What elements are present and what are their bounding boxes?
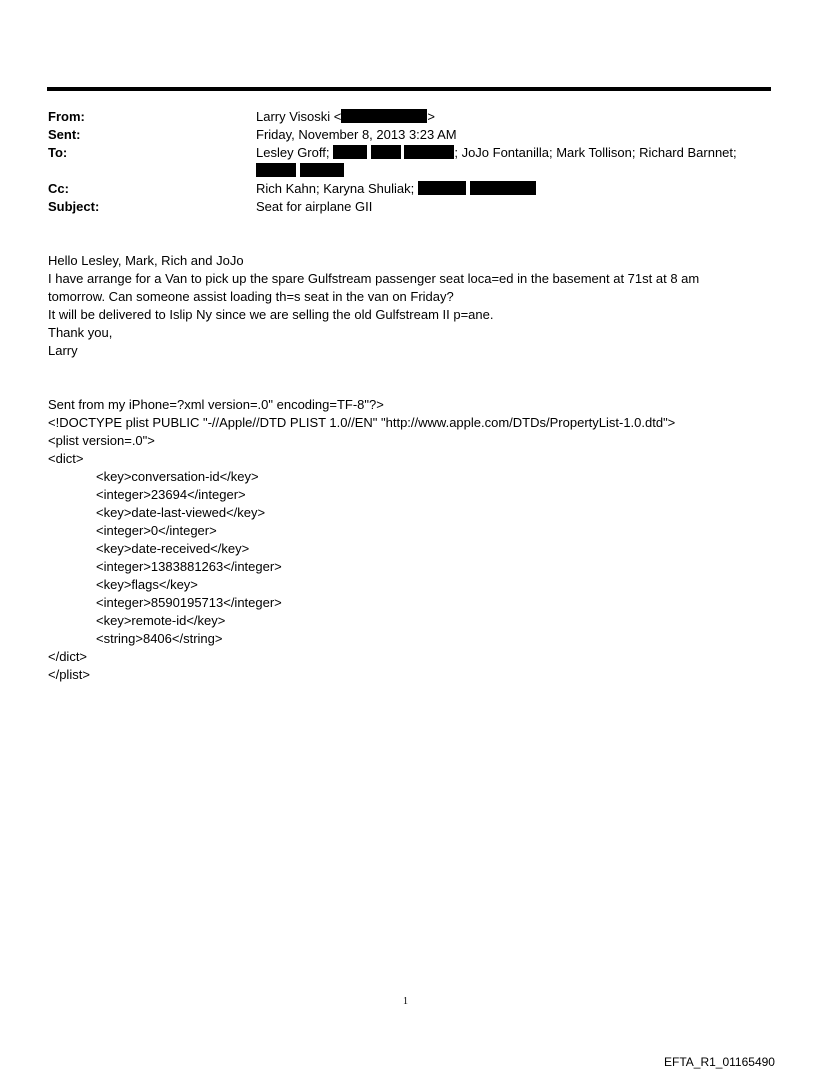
sent-label: Sent: (48, 127, 81, 142)
redaction-block (418, 181, 466, 195)
plist-line: <integer>1383881263</integer> (96, 559, 282, 574)
plist-line: <key>conversation-id</key> (96, 469, 259, 484)
redaction-block (470, 181, 536, 195)
subject-value: Seat for airplane GII (256, 199, 373, 214)
sent-value: Friday, November 8, 2013 3:23 AM (256, 127, 457, 142)
redaction-block (404, 145, 454, 159)
redaction-block (333, 145, 367, 159)
redaction-block (371, 145, 401, 159)
bates-number: EFTA_R1_01165490 (664, 1055, 775, 1069)
to-value (256, 144, 737, 162)
body-line: I have arrange for a Van to pick up the spare Gulfstream passenger seat loca=ed in the basement at 71st at 8 am (48, 271, 700, 286)
plist-line: </dict> (48, 649, 88, 664)
body-line: tomorrow. Can someone assist loading th=s seat in the van on Friday? (48, 289, 454, 304)
plist-line: <!DOCTYPE plist PUBLIC "-//Apple//DTD PLIST 1.0//EN" "http://www.apple.com/DTDs/PropertyList-1.0.dtd"> (48, 415, 676, 430)
from-name: Larry Visoski < (256, 109, 342, 124)
plist-line: <dict> (48, 451, 84, 466)
plist-line: <integer>8590195713</integer> (96, 595, 282, 610)
plist-line: <string>8406</string> (96, 631, 223, 646)
redaction-block (341, 109, 427, 123)
plist-line: <plist version=.0"> (48, 433, 155, 448)
redaction-block (300, 163, 344, 177)
to-rest: ; JoJo Fontanilla; Mark Tollison; Richard Barnnet; (454, 145, 737, 160)
plist-line: <key>remote-id</key> (96, 613, 226, 628)
body-line: Hello Lesley, Mark, Rich and JoJo (48, 253, 244, 268)
cc-label: Cc: (48, 181, 69, 196)
body-line: Thank you, (48, 325, 113, 340)
redaction-block (256, 163, 296, 177)
plist-line: <key>date-last-viewed</key> (96, 505, 266, 520)
body-line: Larry (48, 343, 78, 358)
to-first: Lesley Groff; (256, 145, 330, 160)
cc-text: Rich Kahn; Karyna Shuliak; (256, 181, 415, 196)
to-value-continued (256, 162, 344, 180)
plist-line: <integer>0</integer> (96, 523, 217, 538)
from-label: From: (48, 109, 85, 124)
from-end: > (427, 109, 435, 124)
plist-line: </plist> (48, 667, 90, 682)
to-label: To: (48, 145, 68, 160)
subject-label: Subject: (48, 199, 100, 214)
plist-line: Sent from my iPhone=?xml version=.0" encoding=TF-8"?> (48, 397, 384, 412)
plist-line: <integer>23694</integer> (96, 487, 246, 502)
plist-line: <key>flags</key> (96, 577, 198, 592)
from-value (256, 108, 435, 126)
cc-value (256, 180, 536, 198)
page-number: 1 (403, 996, 408, 1007)
body-line: It will be delivered to Islip Ny since we are selling the old Gulfstream II p=ane. (48, 307, 494, 322)
header-rule (47, 87, 771, 91)
plist-line: <key>date-received</key> (96, 541, 250, 556)
